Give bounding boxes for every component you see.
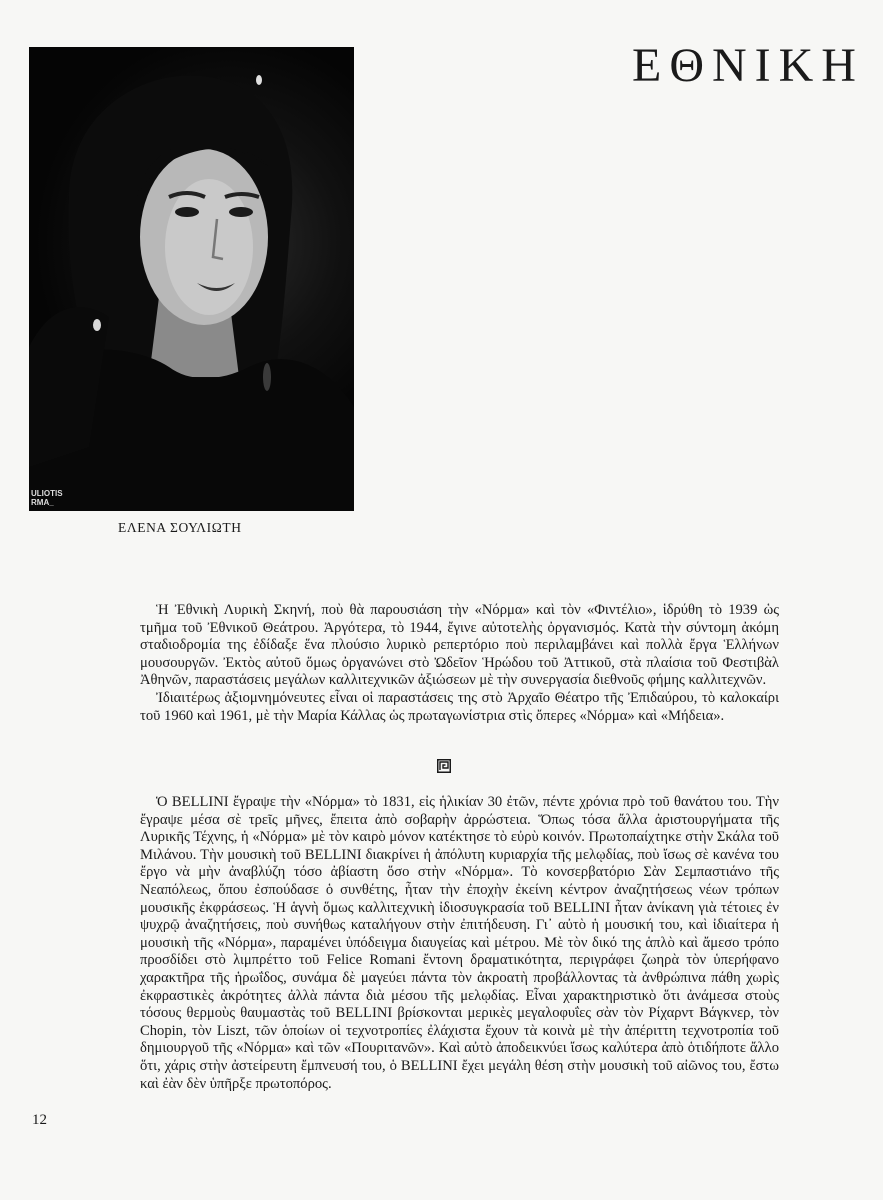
article-bellini (140, 794, 779, 1093)
photo-credit-line2: RMA_ (31, 498, 54, 507)
page-heading: ΕΘΝΙΚΗ (632, 39, 864, 92)
greek-key-ornament-icon (437, 759, 451, 773)
paragraph-bellini-norma: Ὁ BELLINI ἔγραψε τὴν «Νόρμα» τὸ 1831, εἰς ἡλικίαν 30 ἐτῶν, πέντε χρόνια πρὸ τοῦ θανάτου του. Τὴν ἔγραψε μέσα σὲ τρεῖς μῆνες, ἔπειτα ἀπὸ σοβαρὴν ἀρρώστεια. Ὅπως τόσα ἄλλα ἀριστουργήματα τῆς Λυρικῆς Τέχνης, ἡ «Νόρμα» μὲ τὸν καιρὸ μόνον κατέκτησε τὸ εὐρὺ κοινόν. Πρωτοπαίχτηκε στὴν Σκάλα τοῦ Μιλάνου. Τὴν μουσικὴ τοῦ BELLINI διακρίνει ἡ ἀπόλυτη κυριαρχία τῆς μελῳδίας, ποὺ ἴσως σὲ κανένα του ἔργο νὰ μὴν ἀναβλύζη τόσο ἀβίαστη ὅσο στὴν «Νόρμα». Τὸ κονσερβατόριο Σὰν Σεμπαστιάνο τῆς Νεαπόλεως, ὅπου ἐσπούδασε ὁ συνθέτης, ἦταν τὴν ἐποχὴν ἐκείνη κέντρον ἀναζητήσεως νέων τρόπων μουσικῆς ἐκφράσεως. Ἡ ἁγνὴ ὅμως καλλιτεχνικὴ ἰδιοσυγκρασία τοῦ BELLINI ἦταν ἀνίκανη γιὰ τέτοιες ἐν ψυχρῷ ἀναζητήσεις, ποὺ συνήθως καταλήγουν στὴν ἐπιτήδευση. Γι᾽ αὐτὸ ἡ μουσική του, καὶ ἰδιαίτερα ἡ μουσικὴ τῆς «Νόρμα», παραμένει ὑπόδειγμα διαυγείας καὶ μέτρου. Μὲ τὸν δικό της ἁπλὸ καὶ ἄμεσο τρόπο προσδίδει στὸ λιμπρέττο τοῦ Felice Romani ἔντονη δραματικότητα, περιγράφει ζωηρὰ τὸν ὑπερήφανο χαρακτῆρα τῆς ἡρωΐδος, συνάμα δὲ μαγεύει πάντα τὸν ἀκροατὴ προβάλλοντας τὰ ἀνθρώπινα πάθη χωρὶς ἐκφραστικὲς ἀκρότητες ἀλλὰ πάντα διὰ μέσου τῆς μελῳδίας. Εἶναι χαρακτηριστικὸ ὅτι ἀνάμεσα στοὺς τόσους θερμοὺς θαυμαστὰς τοῦ BELLINI βρίσκονται μερικὲς μεγαλοφυΐες σὰν τὸν Ρίχαρντ Βάγκνερ, τὸν Chopin, τὸν Liszt, τῶν ὁποίων οἱ τεχνοτροπίες ἐλάχιστα ἔχουν τὰ κοινὰ μὲ τὴν ἀπέριττη τεχνοτροπία τοῦ δημιουργοῦ τῆς «Νόρμα» καὶ τῶν «Πουριτανῶν». Καὶ αὐτὸ ἀποδεικνύει ἴσως καλύτερα ἀπὸ ὁτιδήποτε ἄλλο ὅτι, χάρις στὴν ἀστείρευτη ἔμπνευσή του, ὁ BELLINI ἔχει μεγάλη θέση στὴν μουσικὴ τοῦ αἰῶνος του, ἔστω καὶ ἐὰν δὲν ὑπῆρξε πρωτοπόρος. (140, 794, 779, 1092)
page-number: 12 (32, 1112, 47, 1128)
portrait-illustration (29, 47, 354, 511)
photo-credit-line1: ULIOTIS (31, 489, 63, 498)
article-intro (140, 602, 779, 725)
paragraph-opera-history: Ἡ Ἐθνικὴ Λυρικὴ Σκηνή, ποὺ θὰ παρουσιάση τὴν «Νόρμα» καὶ τὸν «Φιντέλιο», ἱδρύθη τὸ 1939 ὡς τμῆμα τοῦ Ἐθνικοῦ Θεάτρου. Ἀργότερα, τὸ 1944, ἔγινε αὐτοτελὴς ὀργανισμός. Κατὰ τὴν σύντομη ἀκόμη σταδιοδρομία της ἐδίδαξε ἕνα πλούσιο λυρικὸ ρεπερτόριο ποὺ περιλαμβάνει καὶ πολλὰ ἔργα Ἑλλήνων μουσουργῶν. Ἐκτὸς αὐτοῦ ὅμως ὀργανώνει στὸ Ὠδεῖον Ἡρώδου τοῦ Ἀττικοῦ, στὰ πλαίσια τοῦ Φεστιβὰλ Ἀθηνῶν, παραστάσεις μεγάλων καλλιτεχνικῶν ἀξιώσεων μὲ τὴν συνεργασία διεθνοῦς φήμης καλλιτεχνῶν. (140, 602, 779, 689)
paragraph-epidaurus: Ἰδιαιτέρως ἀξιομνημόνευτες εἶναι οἱ παραστάσεις της στὸ Ἀρχαῖο Θέατρο τῆς Ἐπιδαύρου, τὸ καλοκαίρι τοῦ 1960 καὶ 1961, μὲ τὴν Μαρία Κάλλας ὡς πρωταγωνίστρια στὶς ὄπερες «Νόρμα» καὶ «Μήδεια». (140, 689, 779, 724)
portrait-photo (29, 47, 354, 511)
photo-credit (31, 489, 63, 507)
photo-caption: ΕΛΕΝΑ ΣΟΥΛΙΩΤΗ (118, 520, 242, 535)
